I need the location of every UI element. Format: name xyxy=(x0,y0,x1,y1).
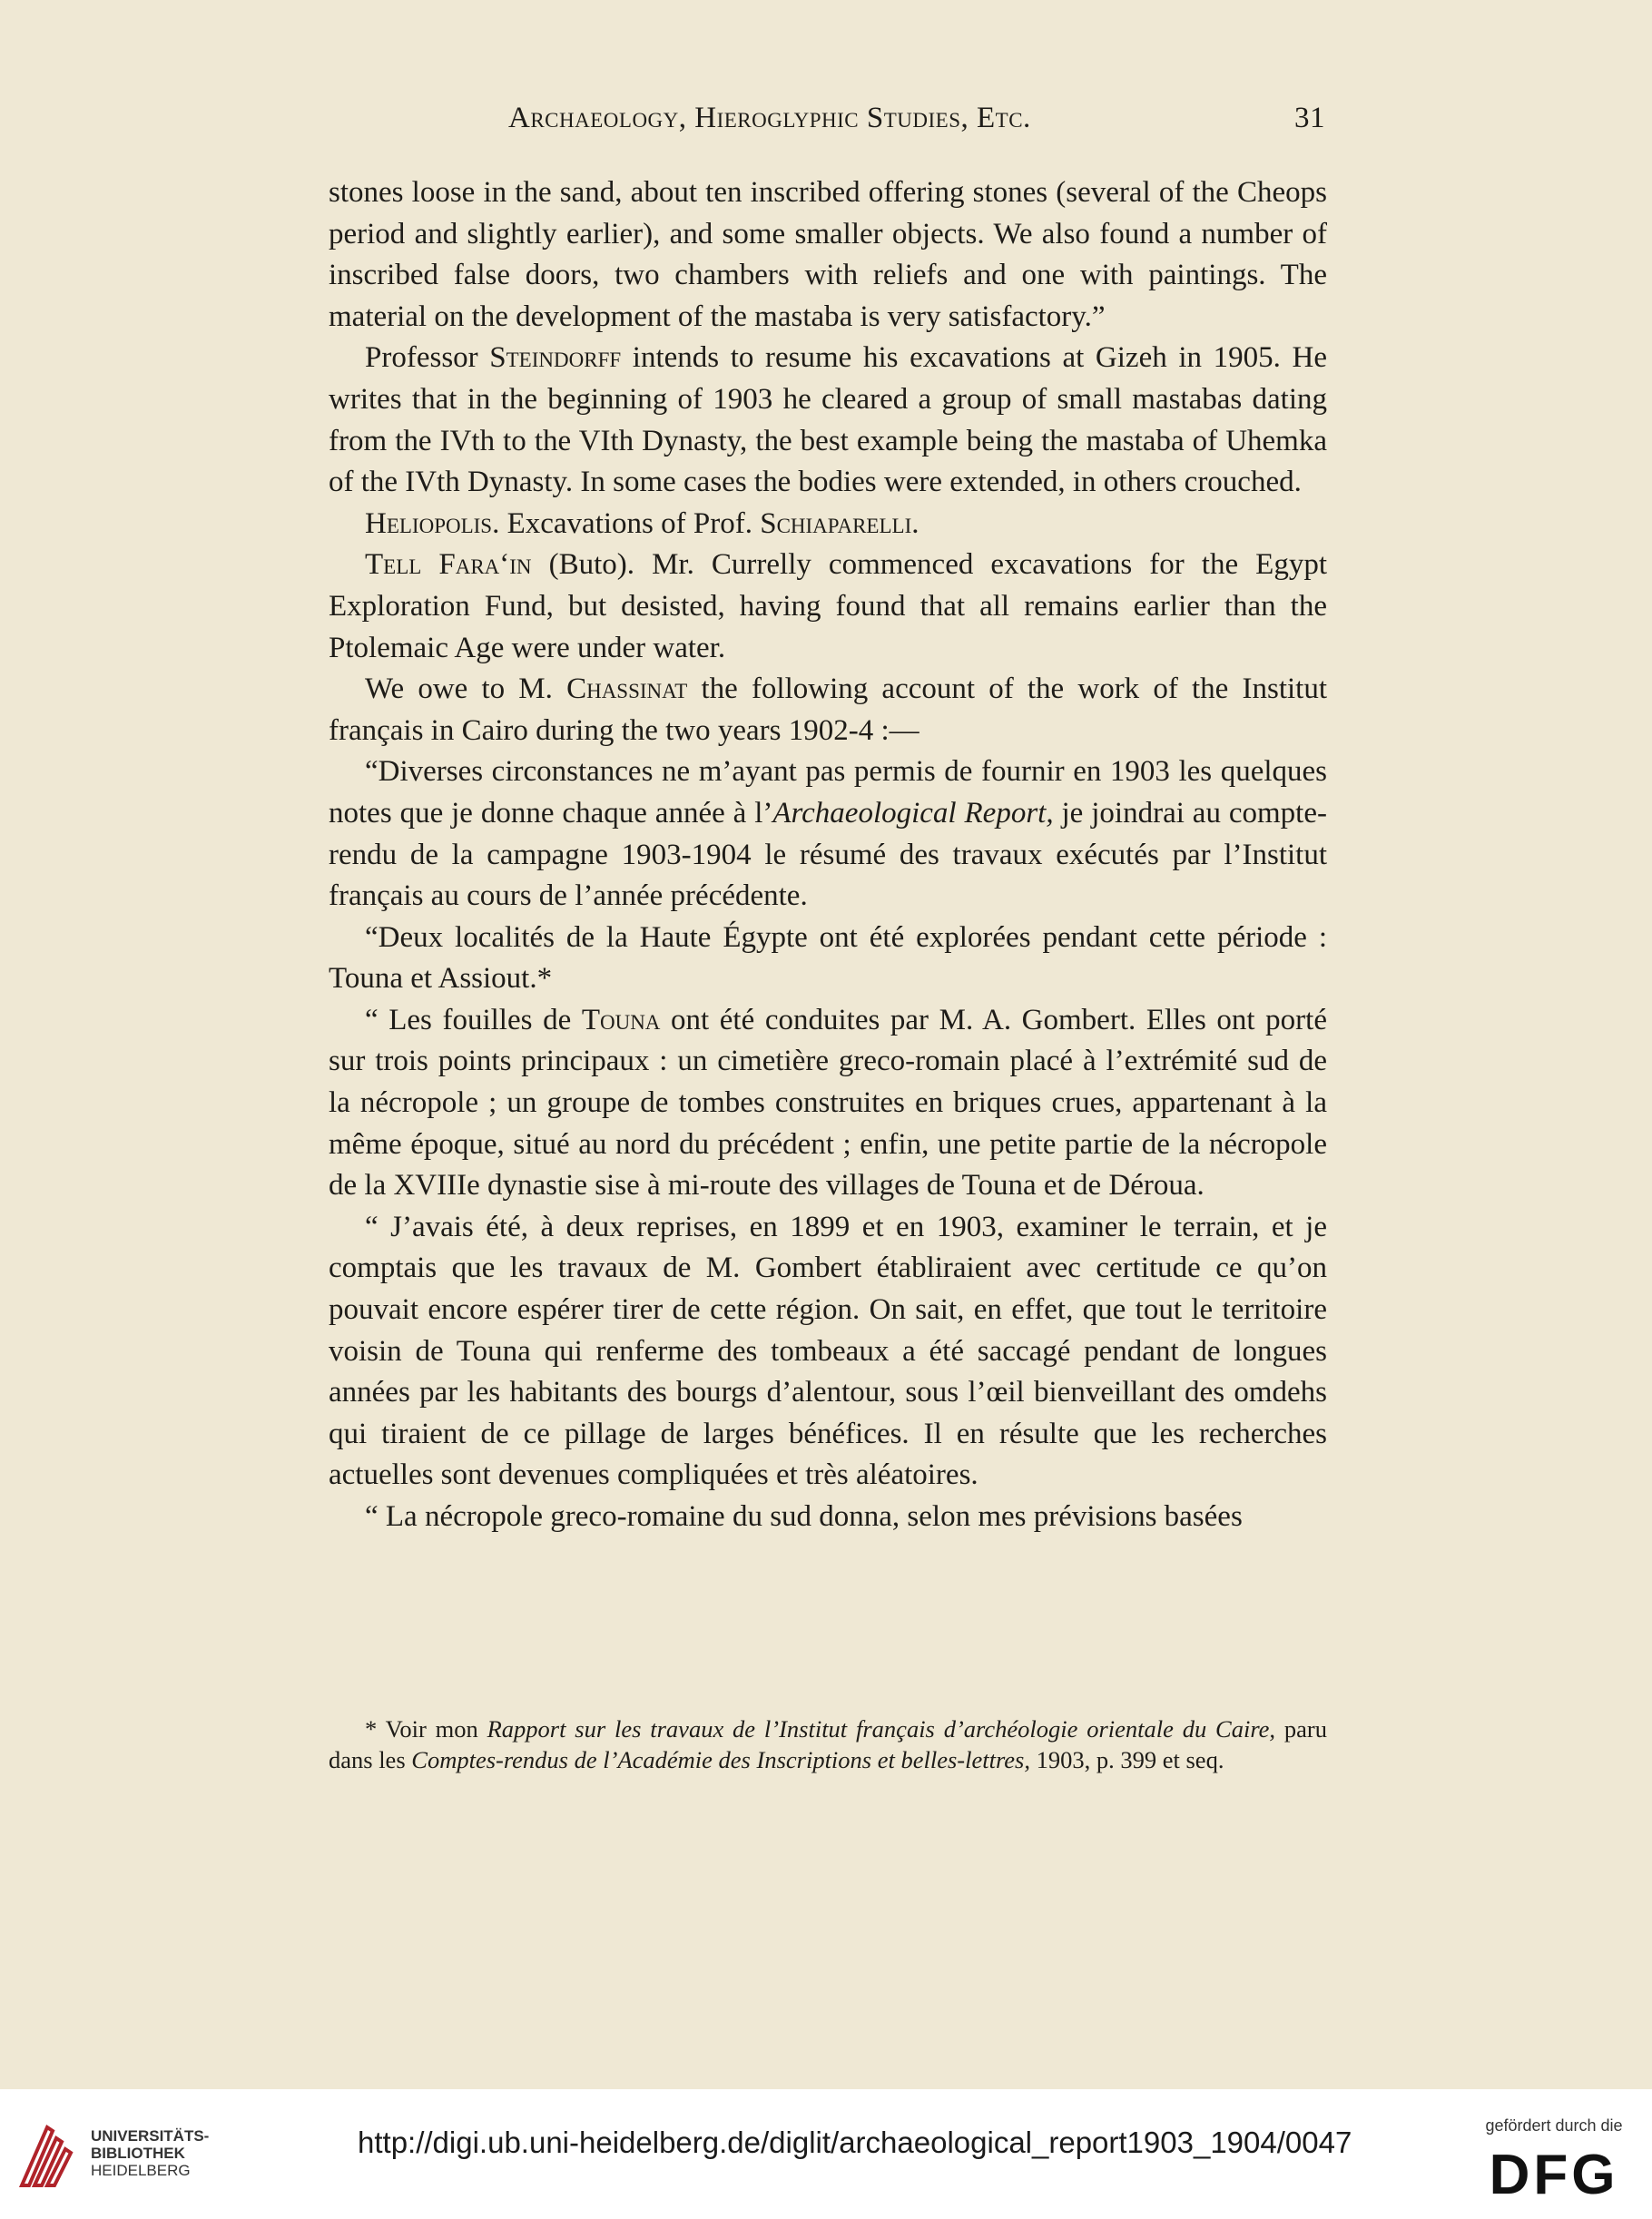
paragraph: Heliopolis. Excavations of Prof. Schiaparelli. xyxy=(365,506,919,540)
site-name: Touna xyxy=(581,1003,661,1036)
paragraph: stones loose in the sand, about ten inscribed offering stones (several of the Cheops period and slightly earlier), and some smaller objects. We also found a number of inscribed false doors, two chambers with reliefs and one with paintings. The material on the development of the mastaba is very satisfactory.” xyxy=(329,176,1327,333)
paragraph: “ Les fouilles de Touna ont été conduites par M. A. Gombert. Elles ont porté sur trois points principaux : un cimetière greco-romain placé à l’extrémité sud de la nécropole ; un groupe de tombes construites en briques crues, appartenant à la même époque, situé au nord du précédent ; enfin, une petite partie de la nécropole de la XVIIIe dynastie sise à mi-route des villages de Touna et de Déroua. xyxy=(329,1003,1327,1203)
library-name: UNIVERSITÄTS- BIBLIOTHEK HEIDELBERG xyxy=(91,2127,210,2179)
paragraph: “Diverses circonstances ne m’ayant pas permis de fournir en 1903 les quelques notes que je donne chaque année à l’Archaeological Report, je joindrai au compte-rendu de la campagne 1903-1904 le résumé des travaux exécutés par l’Institut français au cours de l’année précédente. xyxy=(329,755,1327,913)
paragraph: “ La nécropole greco-romaine du sud donna, selon mes prévisions basées xyxy=(365,1500,1243,1533)
person-name: Steindorff xyxy=(489,341,622,375)
paragraph: Tell Fara‘in (Buto). Mr. Currelly commenced excavations for the Egypt Exploration Fund, but desisted, having found that all remains earlier than the Ptolemaic Age were under water. xyxy=(329,548,1327,664)
paragraph: “ J’avais été, à deux reprises, en 1899 et en 1903, examiner le terrain, et je comptais que les travaux de M. Gombert établiraient avec certitude ce qu’on pouvait encore espérer tirer de cette région. On sait, en effet, que tout le territoire voisin de Touna qui renferme des tombeaux a été saccagé pendant de longues années par les habitants des bourgs d’alentour, sous l’œil bienveillant des omdehs qui tiraient de ce pillage de larges bénéfices. Il en résulte que les recherches actuelles sont devenues compliquées et très aléatoires. xyxy=(329,1210,1327,1492)
funding-note: gefördert durch die xyxy=(1485,2116,1623,2135)
library-logo-icon xyxy=(16,2120,82,2191)
running-title: Archaeology, Hieroglyphic Studies, Etc. xyxy=(508,102,1031,134)
permalink-url[interactable]: http://digi.ub.uni-heidelberg.de/diglit/archaeological_report1903_1904/0047 xyxy=(358,2126,1352,2159)
site-name: Tell Fara‘in xyxy=(365,548,532,582)
person-name: Chassinat xyxy=(566,673,688,706)
paragraph: We owe to M. Chassinat the following account of the work of the Institut français in Cairo during the two years 1902-4 :— xyxy=(329,673,1328,747)
page-number: 31 xyxy=(1294,102,1325,134)
italic-title: Archaeological Report, xyxy=(772,796,1054,830)
person-name: Schiaparelli. xyxy=(760,506,919,540)
body-text xyxy=(329,172,1327,1538)
viewer-footer xyxy=(0,2089,1652,2219)
dfg-logo: DFG xyxy=(1489,2144,1619,2206)
running-header xyxy=(327,102,1325,147)
paragraph: “Deux localités de la Haute Égypte ont été explorées pendant cette période : Touna et Assiout.* xyxy=(329,920,1327,996)
footnote: * Voir mon Rapport sur les travaux de l’Institut français d’archéologie orientale du Caire, paru dans les Comptes-rendus de l’Académie des Inscriptions et belles-lettres, 1903, p. 399 et seq. xyxy=(329,1715,1327,1773)
site-name: Heliopolis. xyxy=(365,506,500,540)
paragraph: Professor Steindorff intends to resume his excavations at Gizeh in 1905. He writes that in the beginning of 1903 he cleared a group of small mastabas dating from the IVth to the VIth Dynasty, the best example being the mastaba of Uhemka of the IVth Dynasty. In some cases the bodies were extended, in others crouched. xyxy=(329,341,1327,499)
